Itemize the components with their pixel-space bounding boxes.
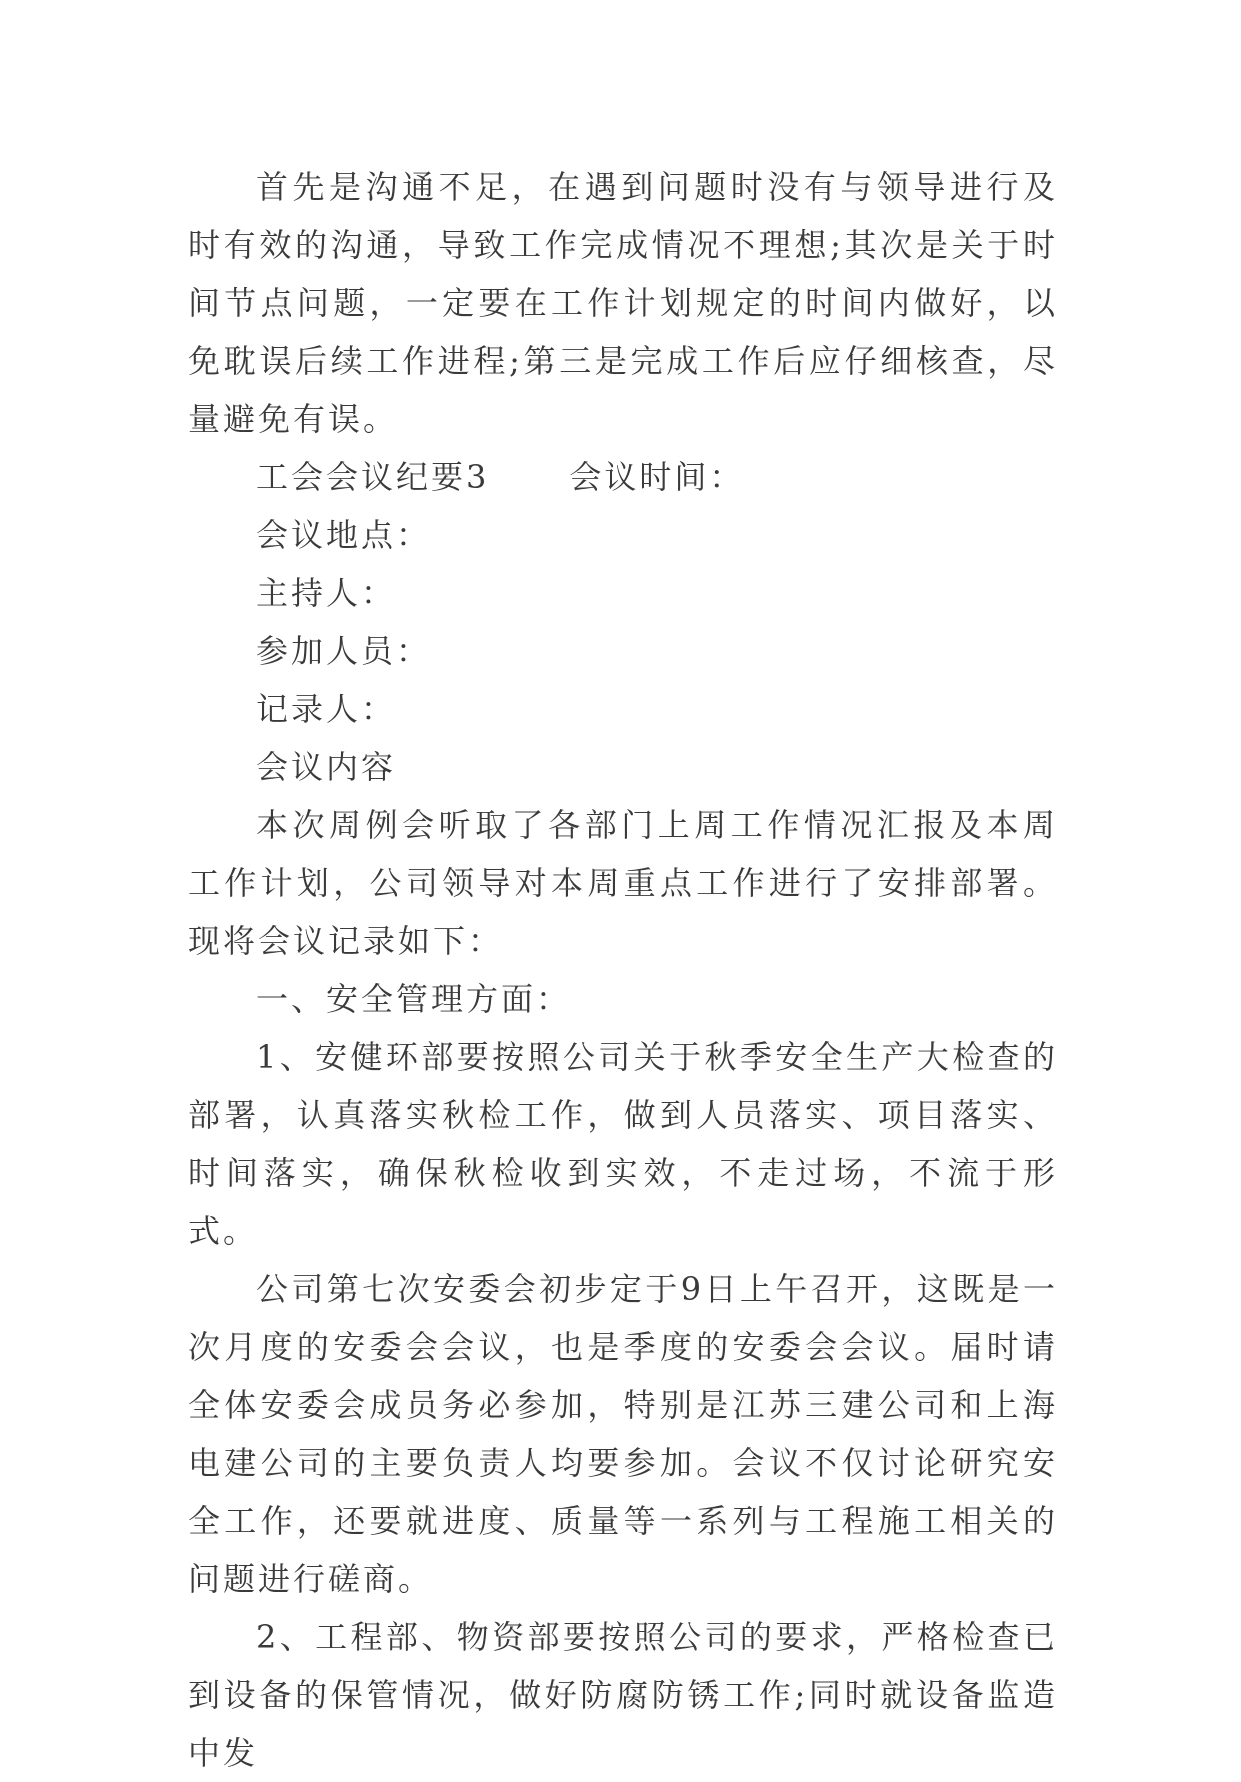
attendees-label: 参加人员： (256, 632, 432, 670)
section-title: 工会会议纪要3 (256, 458, 490, 496)
paragraph-item-2: 2、工程部、物资部要按照公司的要求，严格检查已到设备的保管情况，做好防腐防锈工作;同时就设备监造中发 (188, 1618, 1058, 1772)
recorder-label: 记录人： (256, 690, 397, 728)
paragraph-safety-meeting: 公司第七次安委会初步定于9日上午召开，这既是一次月度的安委会会议，也是季度的安委会会议。届时请全体安委会成员务必参加，特别是江苏三建公司和上海电建公司的主要负责人均要参加。会议不仅讨论研究安全工作，还要就进度、质量等一系列与工程施工相关的问题进行磋商。 (188, 1270, 1058, 1598)
meeting-header-line (188, 448, 1058, 506)
host-label: 主持人： (256, 574, 397, 612)
safety-section-heading: 一、安全管理方面： (256, 980, 572, 1018)
document-body (188, 158, 1058, 1782)
meeting-content-heading: 会议内容 (256, 748, 397, 786)
paragraph-intro: 本次周例会听取了各部门上周工作情况汇报及本周工作计划，公司领导对本周重点工作进行了安排部署。现将会议记录如下： (188, 806, 1058, 960)
meeting-time-label: 会议时间： (569, 458, 745, 496)
paragraph-item-1: 1、安健环部要按照公司关于秋季安全生产大检查的部署，认真落实秋检工作，做到人员落实、项目落实、时间落实，确保秋检收到实效，不走过场，不流于形式。 (188, 1038, 1058, 1250)
paragraph-summary: 首先是沟通不足，在遇到问题时没有与领导进行及时有效的沟通，导致工作完成情况不理想;其次是关于时间节点问题，一定要在工作计划规定的时间内做好，以免耽误后续工作进程;第三是完成工作后应仔细核查，尽量避免有误。 (188, 168, 1058, 438)
meeting-location-label: 会议地点： (256, 516, 432, 554)
